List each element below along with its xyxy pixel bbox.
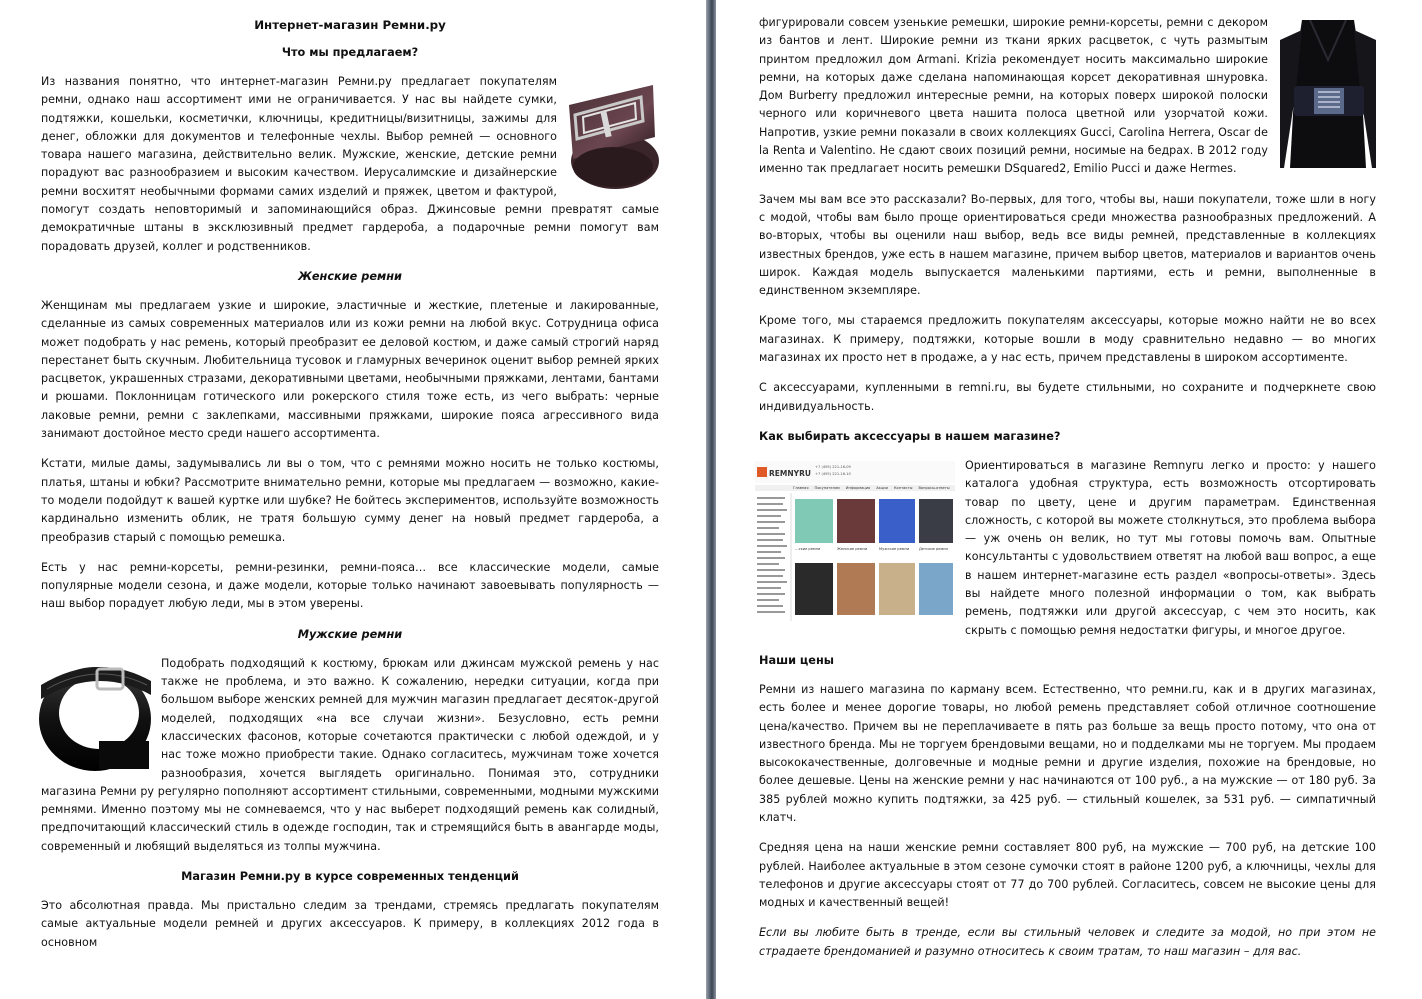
shop-nav-customers[interactable]: Покупателям <box>814 485 840 490</box>
paragraph-intro: Из названия понятно, что интернет-магазин Ремни.ру предлагает покупателям ремни, однако наш ассортимент ими не ограничивается. У нас вы найдете сумки, подтяжки, кошельки, косметички, ключницы, кредитницы/визитницы, зажимы для денег, обложки для документов и телефонные чехлы. Выбор ремней — основного товара нашего магазина, действительно велик. Мужские, женские, детские ремни порадуют вас разнообразием и высоким качеством. Иерусалимские и дизайнерские ремни восхитят необычными формами самих изделий и пряжек, цветом и фактурой, помогут создать неповторимый и запоминающийся образ. Джинсовые ремни превратят самые демократичные штаны в эксклюзивный предмет гардероба, а подарочные ремни помогут вам порадовать друзей, коллег и родственников. <box>41 75 659 253</box>
page-right <box>716 0 1422 999</box>
belt-buckle-photo <box>563 75 659 195</box>
paragraph-closing: Если вы любите быть в тренде, если вы стильный человек и следите за модой, но при этом не страдаете брендоманией и разумно относитесь к своим тратам, то наш магазин – для вас. <box>759 926 1376 958</box>
heading-how-to-choose: Как выбирать аксессуары в нашем магазине? <box>759 429 1061 443</box>
shop-phone-1: +7 (495) 221-16-09 <box>815 464 851 469</box>
heading-women: Женские ремни <box>298 269 402 283</box>
paragraph-prices: Ремни из нашего магазина по карману всем. Естественно, что ремни.ru, как и в других магазинах, есть более и менее дорогие товары, но любой ремень представляет собой отличное соотношение цена/качество. Причем вы не переплачиваете в пять раз больше за вещь просто потому, что она от известного бренда. Мы не торгуем брендовыми вещами, но и подделками мы не торгуем. Мы продаем высококачественные, долговечные и модные ремни и другие изделия, похожие на брендовые, но более дешевые. Цены на женские ремни у нас начинаются от 100 руб., а на мужские — от 180 руб. За 385 рублей можно купить подтяжки, за 425 руб. — стильный кошелек, за 531 руб. — симпатичный клатч. <box>759 682 1376 824</box>
paragraph-average-prices: Средняя цена на наши женские ремни составляет 800 руб, на мужские — 700 руб, на детские 100 рублей. Наиболее актуальные в этом сезоне сумочки стоят в районе 1200 руб, а ключницы, чехлы для телефонов и другие аксессуары стоят от 77 до 700 рублей. Согласитесь, совсем не высокие цены для модных и качественный вещей! <box>759 841 1376 910</box>
paragraph-men: Подобрать подходящий к костюму, брюкам или джинсам мужской ремень у нас также не проблема, и это важно. К сожалению, нередки ситуации, когда при большом выборе женских ремней для мужчин магазин предлагает десяток-другой моделей, подходящих «на все случаи жизни». Безусловно, есть ремни классических фасонов, которые сочетаются практически с любой одеждой, и у нас тоже можно приобрести такие. Однако согласитесь, мужчинам тоже хочется разнообразия, хочется выглядеть оригинально. Понимая это, сотрудники магазина Ремни ру регулярно пополняют ассортимент стильными, современными, модными мужскими ремнями. Именно поэтому мы не сомневаемся, что у нас выберет подходящий ремень как солидный, предпочитающий классический стиль в одежде господин, так и стремящийся быть в авангарде моды, современный и любящий выделяться из толпы мужчина. <box>41 656 659 853</box>
shop-label-3: Мужские ремни <box>879 546 910 551</box>
paragraph-trends: Это абсолютная правда. Мы пристально следим за трендами, стремясь предлагать покупателям самые актуальные модели ремней и других аксессуаров. К примеру, в коллекциях 2012 года в основном <box>41 898 659 949</box>
paragraph-women-1: Женщинам мы предлагаем узкие и широкие, эластичные и жесткие, плетеные и лакированные, сделанные из самых современных материалов или из кожи ремни на любой вкус. Сотрудница офиса может подобрать у нас ремень, который преобразит ее деловой костюм, и даже самый строгий наряд перестанет быть скучным. Любительница тусовок и гламурных вечеринок оценит выбор ремней ярких расцветок, украшенных стразами, декоративными цветами, необычными пряжками, лентами, бантами и рюшами. Поклонницам готического или рокерского стиля тоже есть, из чего выбрать: черные лаковые ремни, ремни с заклепками, массивными пряжками, широкие пояса агрессивного вида занимают достойное место среди нашего ассортимента. <box>41 298 659 441</box>
paragraph-why: Зачем мы вам все это рассказали? Во-первых, для того, чтобы вы, наши покупатели, тоже шли в ногу с модой, чтобы вам было проще ориентироваться среди множества разнообразных предложений. А во-вторых, чтобы вы оценили наш выбор, ведь все виды ремней, представленные в коллекциях известных брендов, уже есть в нашем магазине, причем выбор цветов, материалов и вариантов очень широк. Каждая модель выпускается маленькими партиями, есть и ремни, выполненные в единственном экземпляре. <box>759 192 1376 298</box>
corset-belt-photo <box>1280 20 1376 168</box>
paragraph-accessories-2: С аксессуарами, купленными в remni.ru, вы будете стильными, но сохраните и подчеркнете свою индивидуальность. <box>759 381 1376 413</box>
shop-nav-faq[interactable]: Вопросы-ответы <box>918 485 950 490</box>
document-title: Интернет-магазин Ремни.ру <box>254 18 446 32</box>
heading-prices: Наши цены <box>759 653 834 667</box>
shop-nav <box>793 485 953 491</box>
heading-men: Мужские ремни <box>297 627 403 641</box>
paragraph-accessories: Кроме того, мы стараемся предложить покупателям аксессуары, которые можно найти не во всех магазинах. К примеру, подтяжки, которые вошли в моду сравнительно недавно — во многих магазинах их просто нет в продаже, а у нас есть, причем представлены в широком ассортименте. <box>759 314 1376 365</box>
shop-screenshot <box>755 459 955 627</box>
shop-nav-info[interactable]: Информация <box>845 485 871 490</box>
paragraph-women-3: Есть у нас ремни-корсеты, ремни-резинки, ремни-пояса… все классические модели, самые популярные модели сезона, и даже модели, которые только начинают завоевывать популярность — наш выбор порадует любую леди, мы в этом уверены. <box>41 560 659 611</box>
shop-logo: REMNYRU <box>769 468 811 478</box>
mens-belt-photo <box>37 655 157 775</box>
paragraph-how-to-choose: Ориентироваться в магазине Remnyru легко и просто: у нашего каталога удобная структура, есть возможность отсортировать товар по цвету, цене и другим параметрам. Единственная сложность, с которой вы можете столкнуться, это проблема выбора — уж очень он велик, но тут мы готовы помочь вам. Опытные консультанты с удовольствием ответят на любой ваш вопрос, а еще в нашем интернет-магазине есть раздел «вопросы-ответы». Здесь вы найдете много полезной информации о том, как выбрать ремень, подтяжки или другой аксессуар, с чем это носить, как скрыть с помощью ремня недостатки фигуры, и многое другое. <box>965 458 1376 637</box>
page-left <box>0 0 706 999</box>
shop-label-2: Женские ремни <box>837 546 868 551</box>
shop-nav-contacts[interactable]: Контакты <box>893 485 913 490</box>
shop-label-1: …ские ремни <box>795 546 821 551</box>
page-gutter <box>706 0 716 999</box>
heading-trends: Магазин Ремни.ру в курсе современных тенденций <box>181 869 519 883</box>
shop-nav-promo[interactable]: Акции <box>876 485 888 490</box>
shop-nav-home[interactable]: Главная <box>793 485 809 490</box>
shop-phone-2: +7 (495) 221-16-10 <box>815 471 851 476</box>
shop-label-4: Детские ремни <box>919 546 948 551</box>
paragraph-trends-continued: фигурировали совсем узенькие ремешки, широкие ремни-корсеты, ремни с декором из бантов и лент. Широкие ремни из ткани ярких расцветок, с чуть размытым принтом предложил дом Armani. Krizia рекомендует носить максимально широкие ремни, на которых даже сделана напоминающая корсет декоративная шнуровка. Дом Burberry предложил интересные ремни, на которых поверх широкой полоски черного или коричневого цвета нашита полоса цветной или узорчатой кожи. Напротив, узкие ремни показали в своих коллекциях Gucci, Carolina Herrera, Oscar de la Renta и Valentino. Не сдают своих позиций ремни, носимые на бедрах. В 2012 году именно так предлагает носить ремешки DSquared2, Emilio Pucci и даже Hermes. <box>759 16 1268 176</box>
heading-offer: Что мы предлагаем? <box>281 46 419 59</box>
paragraph-women-2: Кстати, милые дамы, задумывались ли вы о том, что с ремнями можно носить не только костюмы, платья, штаны и юбки? Рассмотрите внимательно ремни, которые мы предлагаем — возможно, какие-то модели подойдут к вашей куртке или шубке? Не бойтесь экспериментов, используйте возможность кардинально изменить облик, не тратя большую сумму денег на новый предмет гардероба, а преобразив старый с помощью ремешка. <box>41 457 659 544</box>
